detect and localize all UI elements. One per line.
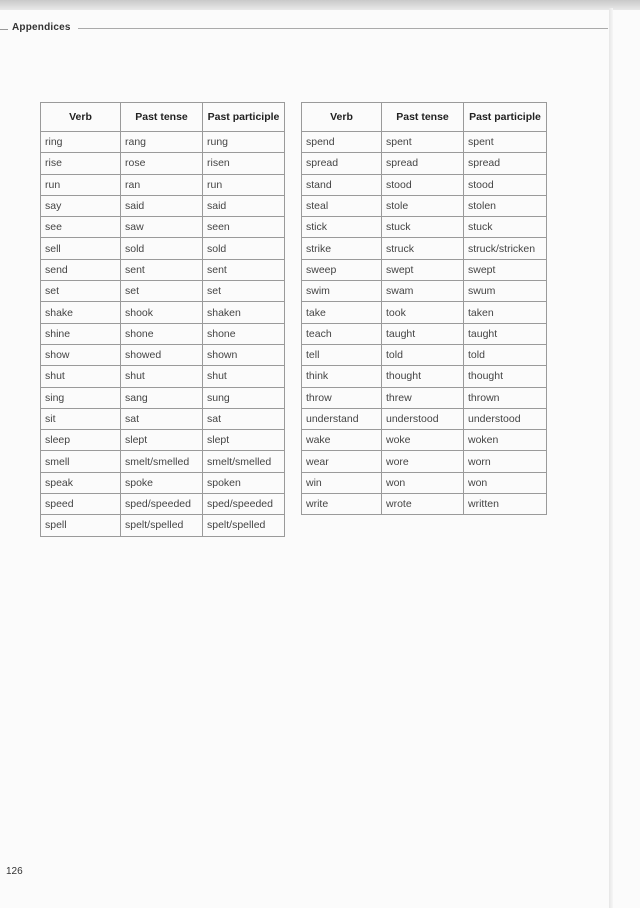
past-tense-cell: smelt/smelled (121, 451, 203, 472)
header-rule (78, 28, 608, 29)
past-participle-cell: understood (464, 408, 547, 429)
past-participle-cell: shaken (203, 302, 285, 323)
past-participle-cell: spoken (203, 472, 285, 493)
verb-cell: sing (41, 387, 121, 408)
table-row (302, 238, 547, 259)
verb-cell: take (302, 302, 382, 323)
column-header-past-participle: Past participle (203, 103, 285, 132)
past-tense-cell: woke (382, 430, 464, 451)
past-participle-cell: struck/stricken (464, 238, 547, 259)
past-tense-cell: slept (121, 430, 203, 451)
verb-cell: sit (41, 408, 121, 429)
table-row (302, 132, 547, 153)
verb-cell: wake (302, 430, 382, 451)
past-participle-cell: taken (464, 302, 547, 323)
verb-cell: sleep (41, 430, 121, 451)
table-row (41, 238, 285, 259)
verb-cell: strike (302, 238, 382, 259)
past-participle-cell: sent (203, 259, 285, 280)
past-tense-cell: stuck (382, 217, 464, 238)
table-row (41, 344, 285, 365)
verb-cell: sell (41, 238, 121, 259)
verb-cell: teach (302, 323, 382, 344)
past-participle-cell: worn (464, 451, 547, 472)
past-participle-cell: sung (203, 387, 285, 408)
verb-cell: think (302, 366, 382, 387)
table-row (41, 515, 285, 536)
table-row (302, 430, 547, 451)
table-row (41, 451, 285, 472)
past-participle-cell: sold (203, 238, 285, 259)
table-row (302, 153, 547, 174)
table-row (302, 494, 547, 515)
past-tense-cell: shut (121, 366, 203, 387)
past-participle-cell: shown (203, 344, 285, 365)
verb-cell: tell (302, 344, 382, 365)
past-participle-cell: shut (203, 366, 285, 387)
past-tense-cell: threw (382, 387, 464, 408)
verb-cell: send (41, 259, 121, 280)
page-number: 126 (6, 866, 23, 877)
table-row (302, 281, 547, 302)
past-tense-cell: taught (382, 323, 464, 344)
past-participle-cell: set (203, 281, 285, 302)
past-participle-cell: woken (464, 430, 547, 451)
verb-cell: say (41, 195, 121, 216)
past-tense-cell: took (382, 302, 464, 323)
past-tense-cell: wore (382, 451, 464, 472)
table-row (302, 323, 547, 344)
verb-cell: wear (302, 451, 382, 472)
table-row (41, 387, 285, 408)
verb-cell: spend (302, 132, 382, 153)
page-binding-edge (609, 8, 613, 908)
past-tense-cell: swept (382, 259, 464, 280)
table-row (41, 366, 285, 387)
verb-cell: swim (302, 281, 382, 302)
verb-cell: understand (302, 408, 382, 429)
table-row (41, 302, 285, 323)
verb-cell: sweep (302, 259, 382, 280)
past-participle-cell: won (464, 472, 547, 493)
past-tense-cell: sent (121, 259, 203, 280)
column-header-past-tense: Past tense (121, 103, 203, 132)
table-row (41, 281, 285, 302)
past-tense-cell: sped/speeded (121, 494, 203, 515)
table-row (302, 174, 547, 195)
table-header-row (302, 103, 547, 132)
table-row (302, 195, 547, 216)
past-tense-cell: told (382, 344, 464, 365)
table-row (41, 153, 285, 174)
table-row (41, 174, 285, 195)
table-row (302, 472, 547, 493)
past-participle-cell: swept (464, 259, 547, 280)
table-row (302, 387, 547, 408)
past-tense-cell: sang (121, 387, 203, 408)
past-participle-cell: thrown (464, 387, 547, 408)
table-row (302, 408, 547, 429)
verb-cell: win (302, 472, 382, 493)
table-row (302, 344, 547, 365)
past-tense-cell: ran (121, 174, 203, 195)
past-participle-cell: spelt/spelled (203, 515, 285, 536)
past-tense-cell: won (382, 472, 464, 493)
verb-cell: show (41, 344, 121, 365)
past-participle-cell: run (203, 174, 285, 195)
verb-cell: steal (302, 195, 382, 216)
past-tense-cell: thought (382, 366, 464, 387)
past-participle-cell: told (464, 344, 547, 365)
verb-cell: shake (41, 302, 121, 323)
past-tense-cell: rose (121, 153, 203, 174)
verb-cell: stick (302, 217, 382, 238)
table-row (302, 302, 547, 323)
column-header-verb: Verb (302, 103, 382, 132)
verb-cell: speed (41, 494, 121, 515)
table-row (41, 195, 285, 216)
past-tense-cell: sold (121, 238, 203, 259)
past-tense-cell: shook (121, 302, 203, 323)
verb-cell: speak (41, 472, 121, 493)
column-header-verb: Verb (41, 103, 121, 132)
past-tense-cell: rang (121, 132, 203, 153)
table-row (41, 472, 285, 493)
table-row (41, 494, 285, 515)
past-participle-cell: slept (203, 430, 285, 451)
irregular-verbs-table-right (301, 102, 547, 515)
past-participle-cell: sat (203, 408, 285, 429)
past-tense-cell: said (121, 195, 203, 216)
verb-cell: ring (41, 132, 121, 153)
past-tense-cell: swam (382, 281, 464, 302)
verb-cell: stand (302, 174, 382, 195)
header-dash (0, 29, 8, 30)
past-tense-cell: spent (382, 132, 464, 153)
verb-cell: set (41, 281, 121, 302)
verb-cell: spell (41, 515, 121, 536)
past-tense-cell: stood (382, 174, 464, 195)
verb-cell: spread (302, 153, 382, 174)
past-tense-cell: shone (121, 323, 203, 344)
past-tense-cell: spelt/spelled (121, 515, 203, 536)
table-body-left (41, 132, 285, 537)
past-participle-cell: risen (203, 153, 285, 174)
past-tense-cell: saw (121, 217, 203, 238)
column-header-past-tense: Past tense (382, 103, 464, 132)
verb-cell: shine (41, 323, 121, 344)
past-participle-cell: said (203, 195, 285, 216)
past-tense-cell: spoke (121, 472, 203, 493)
verb-cell: smell (41, 451, 121, 472)
past-tense-cell: understood (382, 408, 464, 429)
table-header-row (41, 103, 285, 132)
past-tense-cell: stole (382, 195, 464, 216)
past-tense-cell: showed (121, 344, 203, 365)
past-participle-cell: written (464, 494, 547, 515)
table-row (41, 430, 285, 451)
past-tense-cell: struck (382, 238, 464, 259)
table-row (41, 217, 285, 238)
past-participle-cell: stolen (464, 195, 547, 216)
verb-cell: see (41, 217, 121, 238)
past-participle-cell: spread (464, 153, 547, 174)
table-row (302, 366, 547, 387)
page-top-strip (0, 0, 640, 10)
table-row (41, 323, 285, 344)
past-participle-cell: thought (464, 366, 547, 387)
past-participle-cell: taught (464, 323, 547, 344)
past-participle-cell: smelt/smelled (203, 451, 285, 472)
past-participle-cell: sped/speeded (203, 494, 285, 515)
past-participle-cell: spent (464, 132, 547, 153)
table-row (41, 259, 285, 280)
verb-cell: write (302, 494, 382, 515)
table-row (302, 451, 547, 472)
past-tense-cell: spread (382, 153, 464, 174)
table-row (302, 217, 547, 238)
past-participle-cell: rung (203, 132, 285, 153)
past-participle-cell: seen (203, 217, 285, 238)
past-tense-cell: sat (121, 408, 203, 429)
past-tense-cell: wrote (382, 494, 464, 515)
table-row (302, 259, 547, 280)
section-title: Appendices (12, 22, 71, 33)
past-participle-cell: stuck (464, 217, 547, 238)
verb-cell: shut (41, 366, 121, 387)
table-row (41, 132, 285, 153)
table-body-right (302, 132, 547, 515)
past-tense-cell: set (121, 281, 203, 302)
verb-cell: throw (302, 387, 382, 408)
past-participle-cell: swum (464, 281, 547, 302)
irregular-verbs-table-left (40, 102, 285, 537)
past-participle-cell: shone (203, 323, 285, 344)
past-participle-cell: stood (464, 174, 547, 195)
column-header-past-participle: Past participle (464, 103, 547, 132)
verb-cell: rise (41, 153, 121, 174)
verb-cell: run (41, 174, 121, 195)
table-row (41, 408, 285, 429)
